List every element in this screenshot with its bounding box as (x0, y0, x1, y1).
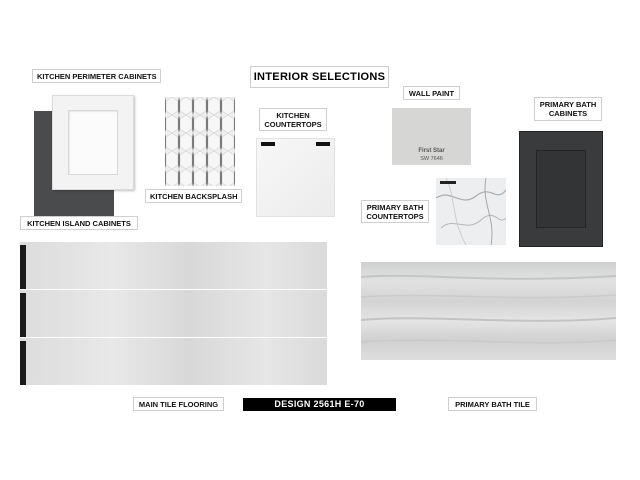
label-kitchen-backsplash: KITCHEN BACKSPLASH (145, 189, 242, 203)
label-primary-bath-tile: PRIMARY BATH TILE (448, 397, 537, 411)
sample-tag (261, 142, 275, 146)
paint-code: SW 7646 (420, 156, 443, 162)
cabinet-door-panel (68, 110, 118, 175)
board-title: INTERIOR SELECTIONS (250, 66, 389, 88)
label-primary-bath-cabinets: PRIMARY BATH CABINETS (534, 97, 602, 121)
label-kitchen-perimeter-cabinets: KITCHEN PERIMETER CABINETS (32, 69, 161, 83)
wall-paint-swatch (392, 108, 471, 165)
cabinet-door-panel (536, 150, 586, 228)
design-code-banner: DESIGN 2561H E-70 (243, 398, 396, 411)
sample-tag (20, 341, 26, 385)
primary-bath-cabinet-sample (519, 131, 603, 247)
sample-tag (20, 245, 26, 289)
label-primary-bath-countertops: PRIMARY BATH COUNTERTOPS (361, 200, 429, 223)
primary-bath-countertop-sample (436, 178, 506, 245)
kitchen-backsplash-sample (165, 97, 235, 186)
label-main-tile-flooring: MAIN TILE FLOORING (133, 397, 224, 411)
kitchen-countertop-sample (256, 138, 335, 217)
sample-tag (316, 142, 330, 146)
primary-bath-tile-sample (361, 262, 616, 360)
floor-tile-plank (20, 290, 327, 337)
sample-tag (20, 293, 26, 337)
label-kitchen-countertops: KITCHEN COUNTERTOPS (259, 108, 327, 131)
kitchen-perimeter-cabinet-sample (52, 95, 134, 190)
label-wall-paint: WALL PAINT (403, 86, 460, 100)
floor-tile-plank (20, 338, 327, 385)
paint-name: First Star (418, 148, 445, 154)
floor-tile-plank (20, 242, 327, 289)
label-kitchen-island-cabinets: KITCHEN ISLAND CABINETS (20, 216, 138, 230)
